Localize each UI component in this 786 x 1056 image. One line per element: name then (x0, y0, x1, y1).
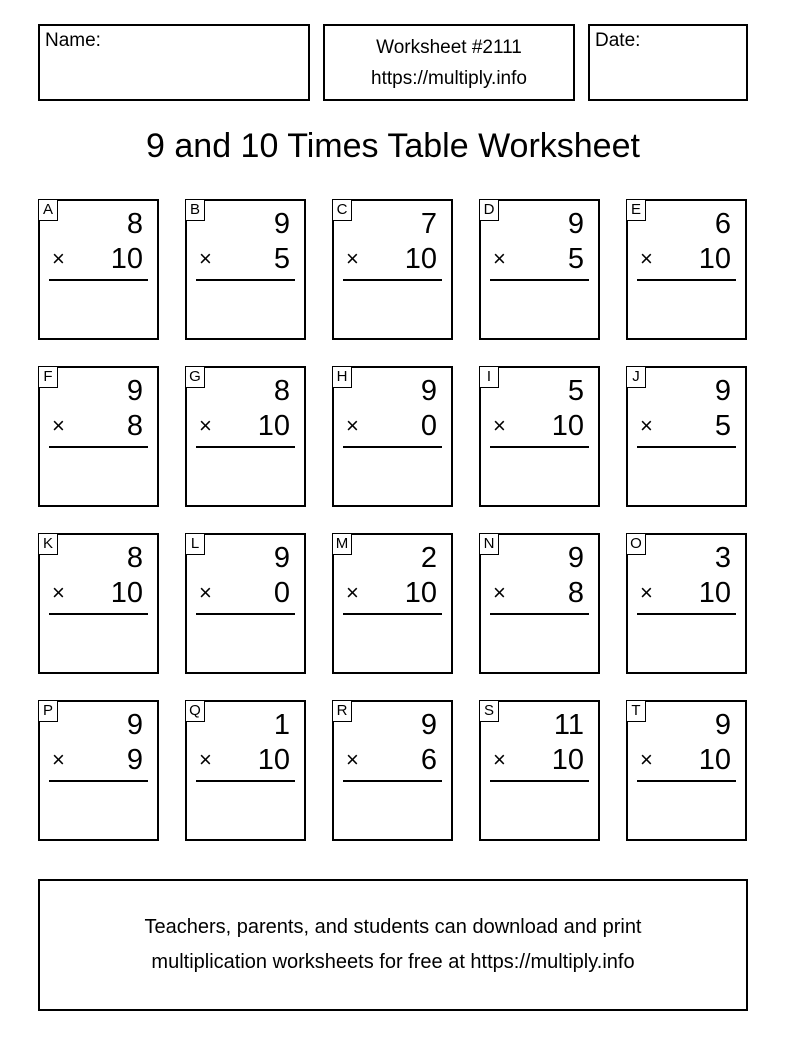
multiplicand: 2 (420, 542, 437, 574)
multiplicand: 9 (420, 375, 437, 407)
times-sign: × (640, 747, 653, 772)
multiplicand: 11 (553, 709, 584, 741)
date-field-box[interactable] (588, 24, 748, 101)
times-sign: × (493, 246, 506, 271)
answer-rule (343, 780, 442, 782)
multiplier: 10 (257, 410, 290, 442)
problem-card[interactable] (332, 700, 453, 841)
problem-card[interactable] (479, 366, 600, 507)
times-sign: × (640, 413, 653, 438)
problem-letter: H (332, 366, 352, 388)
multiplicand: 9 (273, 542, 290, 574)
problem-card[interactable] (38, 199, 159, 340)
multiplier: 5 (714, 410, 731, 442)
problem-card[interactable] (38, 366, 159, 507)
times-sign: × (493, 580, 506, 605)
problem-letter: J (626, 366, 646, 388)
times-sign: × (346, 413, 359, 438)
answer-rule (49, 446, 148, 448)
multiplier: 10 (110, 243, 143, 275)
answer-rule (490, 279, 589, 281)
problem-letter: T (626, 700, 646, 722)
multiplicand: 9 (126, 709, 143, 741)
problem-letter: I (479, 366, 499, 388)
multiplier: 10 (698, 243, 731, 275)
problem-card[interactable] (185, 533, 306, 674)
date-label: Date: (595, 30, 641, 51)
multiplicand: 9 (126, 375, 143, 407)
worksheet-number: Worksheet #2111 (376, 37, 522, 58)
footer-text-line-2: multiplication worksheets for free at https://multiply.info (151, 951, 635, 973)
worksheet-info-box (323, 24, 575, 101)
problem-letter: C (332, 199, 352, 221)
answer-rule (637, 279, 736, 281)
problem-card[interactable] (38, 700, 159, 841)
answer-rule (343, 446, 442, 448)
answer-rule (490, 613, 589, 615)
problem-letter: Q (185, 700, 205, 722)
times-sign: × (52, 580, 65, 605)
problem-card[interactable] (626, 700, 747, 841)
multiplicand: 8 (273, 375, 290, 407)
problem-letter: G (185, 366, 205, 388)
footer-note-box (38, 879, 748, 1011)
answer-rule (196, 279, 295, 281)
answer-rule (637, 780, 736, 782)
name-field-box[interactable] (38, 24, 310, 101)
multiplier: 10 (698, 744, 731, 776)
problem-letter: S (479, 700, 499, 722)
problem-letter: R (332, 700, 352, 722)
problem-letter: P (38, 700, 58, 722)
problem-letter: D (479, 199, 499, 221)
problem-letter: N (479, 533, 499, 555)
times-sign: × (493, 413, 506, 438)
multiplier: 8 (126, 410, 143, 442)
multiplier: 10 (551, 744, 584, 776)
page-title: 9 and 10 Times Table Worksheet (146, 127, 640, 165)
problem-letter: K (38, 533, 58, 555)
times-sign: × (346, 580, 359, 605)
problem-card[interactable] (626, 533, 747, 674)
multiplicand: 9 (273, 208, 290, 240)
problem-card[interactable] (185, 199, 306, 340)
multiplier: 8 (567, 577, 584, 609)
multiplier: 10 (551, 410, 584, 442)
problem-letter: E (626, 199, 646, 221)
problem-letter: M (332, 533, 352, 555)
answer-rule (49, 279, 148, 281)
problem-letter: O (626, 533, 646, 555)
problem-card[interactable] (185, 366, 306, 507)
name-label: Name: (45, 30, 101, 51)
multiplicand: 9 (714, 709, 731, 741)
answer-rule (637, 613, 736, 615)
multiplicand: 3 (714, 542, 731, 574)
answer-rule (490, 446, 589, 448)
problem-card[interactable] (479, 533, 600, 674)
multiplier: 5 (567, 243, 584, 275)
problem-card[interactable] (479, 700, 600, 841)
multiplier: 9 (126, 744, 143, 776)
multiplier: 10 (110, 577, 143, 609)
answer-rule (490, 780, 589, 782)
multiplier: 6 (420, 744, 437, 776)
answer-rule (343, 279, 442, 281)
times-sign: × (640, 580, 653, 605)
multiplicand: 8 (126, 208, 143, 240)
times-sign: × (199, 246, 212, 271)
multiplicand: 9 (714, 375, 731, 407)
worksheet-url[interactable]: https://multiply.info (371, 68, 527, 89)
answer-rule (196, 446, 295, 448)
problem-card[interactable] (332, 199, 453, 340)
answer-rule (196, 780, 295, 782)
problem-card[interactable] (185, 700, 306, 841)
problem-letter: B (185, 199, 205, 221)
problem-card[interactable] (332, 533, 453, 674)
multiplier: 10 (404, 577, 437, 609)
multiplicand: 9 (420, 709, 437, 741)
answer-rule (49, 780, 148, 782)
problem-card[interactable] (626, 199, 747, 340)
multiplier: 0 (420, 410, 437, 442)
times-sign: × (52, 246, 65, 271)
problem-letter: F (38, 366, 58, 388)
multiplicand: 7 (420, 208, 437, 240)
multiplier: 10 (257, 744, 290, 776)
times-sign: × (346, 747, 359, 772)
times-sign: × (493, 747, 506, 772)
multiplicand: 8 (126, 542, 143, 574)
multiplier: 0 (273, 577, 290, 609)
multiplier: 10 (698, 577, 731, 609)
multiplicand: 6 (714, 208, 731, 240)
problem-letter: A (38, 199, 58, 221)
problem-card[interactable] (332, 366, 453, 507)
answer-rule (49, 613, 148, 615)
problem-card[interactable] (626, 366, 747, 507)
problem-card[interactable] (479, 199, 600, 340)
multiplier: 5 (273, 243, 290, 275)
times-sign: × (199, 580, 212, 605)
answer-rule (343, 613, 442, 615)
times-sign: × (52, 413, 65, 438)
times-sign: × (346, 246, 359, 271)
multiplicand: 9 (567, 542, 584, 574)
answer-rule (637, 446, 736, 448)
multiplicand: 9 (567, 208, 584, 240)
multiplicand: 5 (567, 375, 584, 407)
multiplier: 10 (404, 243, 437, 275)
problem-card[interactable] (38, 533, 159, 674)
times-sign: × (199, 747, 212, 772)
answer-rule (196, 613, 295, 615)
footer-text-line-1: Teachers, parents, and students can download and print (144, 916, 642, 938)
times-sign: × (199, 413, 212, 438)
multiplicand: 1 (273, 709, 290, 741)
times-sign: × (52, 747, 65, 772)
times-sign: × (640, 246, 653, 271)
problem-letter: L (185, 533, 205, 555)
